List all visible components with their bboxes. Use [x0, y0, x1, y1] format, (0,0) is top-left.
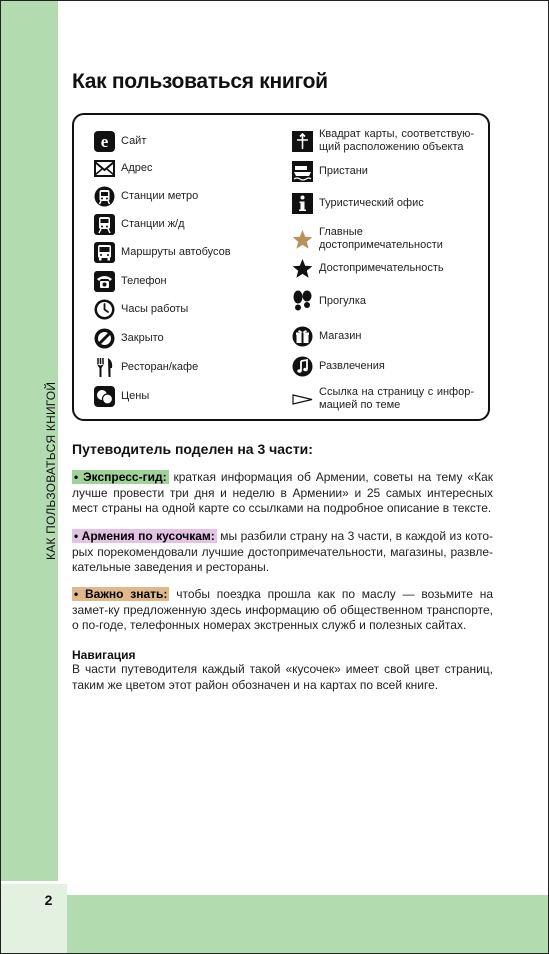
legend-item-bus — [94, 242, 231, 263]
legend-item-info — [292, 193, 424, 214]
legend-label: Магазин — [319, 330, 362, 342]
legend-item-restaurant — [94, 357, 198, 378]
legend-item-closed — [94, 328, 164, 349]
e-icon — [94, 131, 115, 152]
bottom-band — [67, 895, 548, 953]
legend-label: Цены — [121, 390, 150, 402]
legend-item-pier — [292, 161, 368, 182]
express-label: • Экспресс-гид: — [74, 470, 167, 484]
legend-item-entertainment — [292, 356, 385, 377]
legend-label: Пристани — [319, 165, 368, 177]
page-number: 2 — [44, 892, 53, 908]
legend-label: Ресторан/кафе — [121, 361, 199, 373]
legend-item-sight — [292, 258, 444, 279]
important-label: • Важно знать: — [74, 587, 168, 601]
price-icon — [94, 386, 115, 407]
closed-icon — [94, 328, 115, 349]
side-title: КАК ПОЛЬЗОВАТЬСЯ КНИГОЙ — [44, 381, 58, 560]
legend-label: Станции метро — [121, 190, 199, 202]
legend-item-main-sights — [292, 226, 488, 252]
legend-item-shop — [292, 326, 361, 347]
express-text: краткая информация об Армении, советы на тему «Как лучше провести три дня и неделю в Армении» и 25 самых интересных мест страны на одной карте со ссылками на подробное описание в тексте. — [72, 470, 493, 515]
envelope-icon — [94, 158, 115, 179]
metro-icon — [94, 186, 115, 207]
legend-item-walk — [292, 291, 366, 312]
phone-icon — [94, 271, 115, 292]
important-paragraph — [72, 587, 493, 634]
legend-label: Развлечения — [319, 360, 385, 372]
legend-label: Телефон — [121, 275, 167, 287]
legend-label: Сайт — [121, 135, 147, 147]
legend-item-site — [94, 131, 146, 152]
legend-item-page-link — [292, 386, 474, 412]
gift-icon — [292, 326, 313, 347]
pier-icon — [292, 161, 313, 182]
legend-item-prices — [94, 386, 149, 407]
express-paragraph — [72, 470, 493, 517]
map-square-icon — [292, 131, 313, 152]
armenia-paragraph — [72, 529, 493, 576]
legend-label: Станции ж/д — [121, 218, 185, 230]
bus-icon — [94, 242, 115, 263]
armenia-text: мы разбили страну на 3 части, в каждой из кото-рых порекомендовали лучшие достопримечательности, магазины, развле-кательные заведения и рестораны. — [72, 529, 493, 574]
parts-heading: Путеводитель поделен на 3 части: — [72, 441, 313, 457]
legend-item-metro — [94, 186, 198, 207]
svg-text:e: e — [100, 132, 109, 151]
legend-label: Адрес — [121, 162, 153, 174]
armenia-label: • Армения по кусочкам: — [74, 529, 215, 543]
clock-icon — [94, 299, 115, 320]
page-title: Как пользоваться книгой — [72, 70, 328, 93]
music-icon — [292, 356, 313, 377]
footprints-icon — [292, 291, 313, 312]
legend-label: Достопримечательность — [319, 262, 444, 274]
legend-item-train — [94, 214, 185, 235]
legend-label: Маршруты автобусов — [121, 246, 231, 258]
star-gold-icon — [292, 229, 313, 250]
legend-label: Туристический офис — [319, 197, 424, 209]
legend-label: Квадрат карты, соответствую-щий расположению объекта — [319, 128, 474, 153]
legend-item-hours — [94, 299, 188, 320]
pointer-icon — [292, 389, 313, 410]
fork-knife-icon — [94, 357, 115, 378]
important-text: чтобы поездка прошла как по маслу — возьмите на замет-ку предложенную здесь информацию об общественном транспорте, о по-годе, телефонных номерах экстренных служб и полезных сайтах. — [72, 587, 493, 632]
navigation-text: В части путеводителя каждый такой «кусочек» имеет свой цвет страниц, таким же цветом этот район обозначен и на картах по всей книге. — [72, 662, 493, 692]
legend-label: Часы работы — [121, 303, 189, 315]
legend-box — [72, 113, 490, 421]
legend-label: Прогулка — [319, 295, 367, 307]
legend-label: Закрыто — [121, 332, 164, 344]
legend-item-map-square — [292, 128, 474, 154]
info-icon — [292, 193, 313, 214]
legend-label: Ссылка на страницу с инфор-мацией по теме — [319, 386, 474, 411]
star-black-icon — [292, 258, 313, 279]
navigation-heading: Навигация — [72, 648, 136, 662]
legend-item-phone — [94, 271, 167, 292]
train-icon — [94, 214, 115, 235]
page-number-box — [1, 884, 67, 953]
legend-item-address — [94, 158, 153, 179]
legend-label: Главные достопримечательности — [319, 226, 443, 251]
